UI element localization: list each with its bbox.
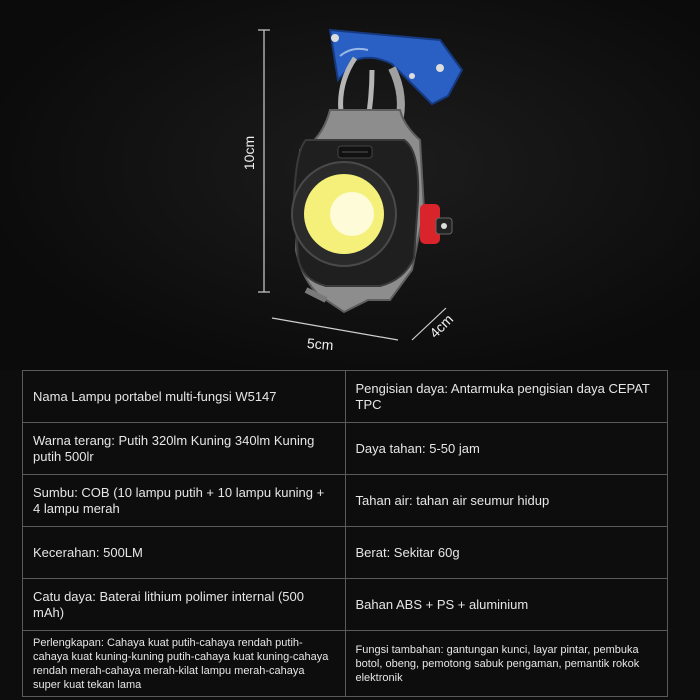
table-row <box>23 423 668 475</box>
table-row <box>23 631 668 697</box>
table-row <box>23 579 668 631</box>
spec-cell: Fungsi tambahan: gantungan kunci, layar pintar, pembuka botol, obeng, pemotong sabuk pengaman, pemantik rokok elektronik <box>345 631 668 697</box>
spec-cell: Daya tahan: 5-50 jam <box>345 423 668 475</box>
spec-cell: Sumbu: COB (10 lampu putih + 10 lampu kuning + 4 lampu merah <box>23 475 346 527</box>
width-dimension-line <box>272 318 398 340</box>
spec-cell: Perlengkapan: Cahaya kuat putih-cahaya rendah putih-cahaya kuat kuning-kuning putih-cahaya kuat kuning-cahaya rendah merah-cahaya merah-kilat lampu merah-cahaya super kuat tekan lama <box>23 631 346 697</box>
spec-cell: Kecerahan: 500LM <box>23 527 346 579</box>
specifications-table <box>22 370 668 697</box>
spec-cell: Berat: Sekitar 60g <box>345 527 668 579</box>
table-row <box>23 475 668 527</box>
depth-label: 4cm <box>426 310 457 342</box>
spec-cell: Warna terang: Putih 320lm Kuning 340lm Kuning putih 500lr <box>23 423 346 475</box>
table-row <box>23 527 668 579</box>
spec-cell: Catu daya: Baterai lithium polimer internal (500 mAh) <box>23 579 346 631</box>
height-label: 10cm <box>241 135 258 171</box>
spec-cell: Tahan air: tahan air seumur hidup <box>345 475 668 527</box>
spec-cell: Pengisian daya: Antarmuka pengisian daya CEPAT TPC <box>345 371 668 423</box>
spec-cell: Nama Lampu portabel multi-fungsi W5147 <box>23 371 346 423</box>
spec-cell: Bahan ABS + PS + aluminium <box>345 579 668 631</box>
table-row <box>23 371 668 423</box>
red-side-light <box>420 204 452 244</box>
cob-lamp <box>292 162 396 266</box>
width-label: 5cm <box>306 334 335 354</box>
